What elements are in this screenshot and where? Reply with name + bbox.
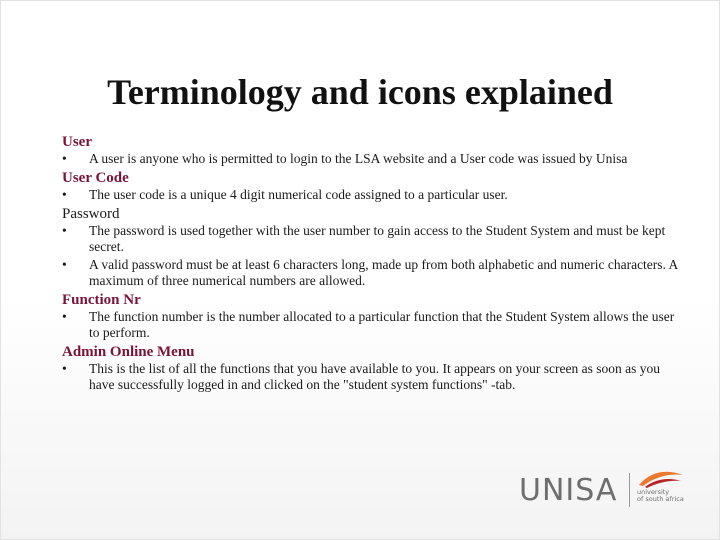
logo-subline-1: university	[637, 488, 670, 496]
term-bullet	[62, 187, 682, 203]
bullet-dot: •	[62, 187, 67, 202]
bullet-dot: •	[62, 223, 67, 238]
bullet-dot: •	[62, 361, 67, 376]
page-title: Terminology and icons explained	[107, 72, 613, 112]
bullet-dot: •	[62, 151, 67, 166]
bullet-text: The user code is a unique 4 digit numerical code assigned to a particular user.	[89, 187, 508, 202]
term-heading-user-code: User Code	[62, 170, 129, 186]
content-body	[62, 133, 682, 395]
term-heading-user: User	[62, 134, 92, 150]
term-heading-admin-online-menu: Admin Online Menu	[62, 344, 195, 360]
term-bullet	[62, 309, 682, 341]
term-bullet	[62, 257, 682, 289]
bullet-dot: •	[62, 309, 67, 324]
bullet-text: The function number is the number allocated to a particular function that the Student System allows the user to perform.	[89, 309, 675, 340]
bullet-text: A valid password must be at least 6 characters long, made up from both alphabetic and numeric characters. A maximum of three numerical numbers are allowed.	[89, 257, 678, 288]
unisa-logo	[519, 467, 689, 517]
bullet-dot: •	[62, 257, 67, 272]
logo-subtext	[637, 489, 684, 503]
logo-wordmark: UNISA	[519, 473, 618, 508]
bullet-text: This is the list of all the functions that you have available to you. It appears on your screen as soon as you have successfully logged in and clicked on the "student system functions" -tab.	[89, 361, 660, 392]
bullet-text: A user is anyone who is permitted to login to the LSA website and a User code was issued by Unisa	[89, 151, 628, 166]
term-heading-password: Password	[62, 206, 120, 222]
term-bullet	[62, 151, 682, 167]
logo-divider	[629, 473, 630, 507]
term-bullet	[62, 361, 682, 393]
bullet-text: The password is used together with the user number to gain access to the Student System and must be kept secret.	[89, 223, 666, 254]
term-heading-function-nr: Function Nr	[62, 292, 141, 308]
logo-subline-2: of south africa	[637, 495, 684, 503]
term-bullet	[62, 223, 682, 255]
flame-logo-icon	[637, 469, 685, 489]
